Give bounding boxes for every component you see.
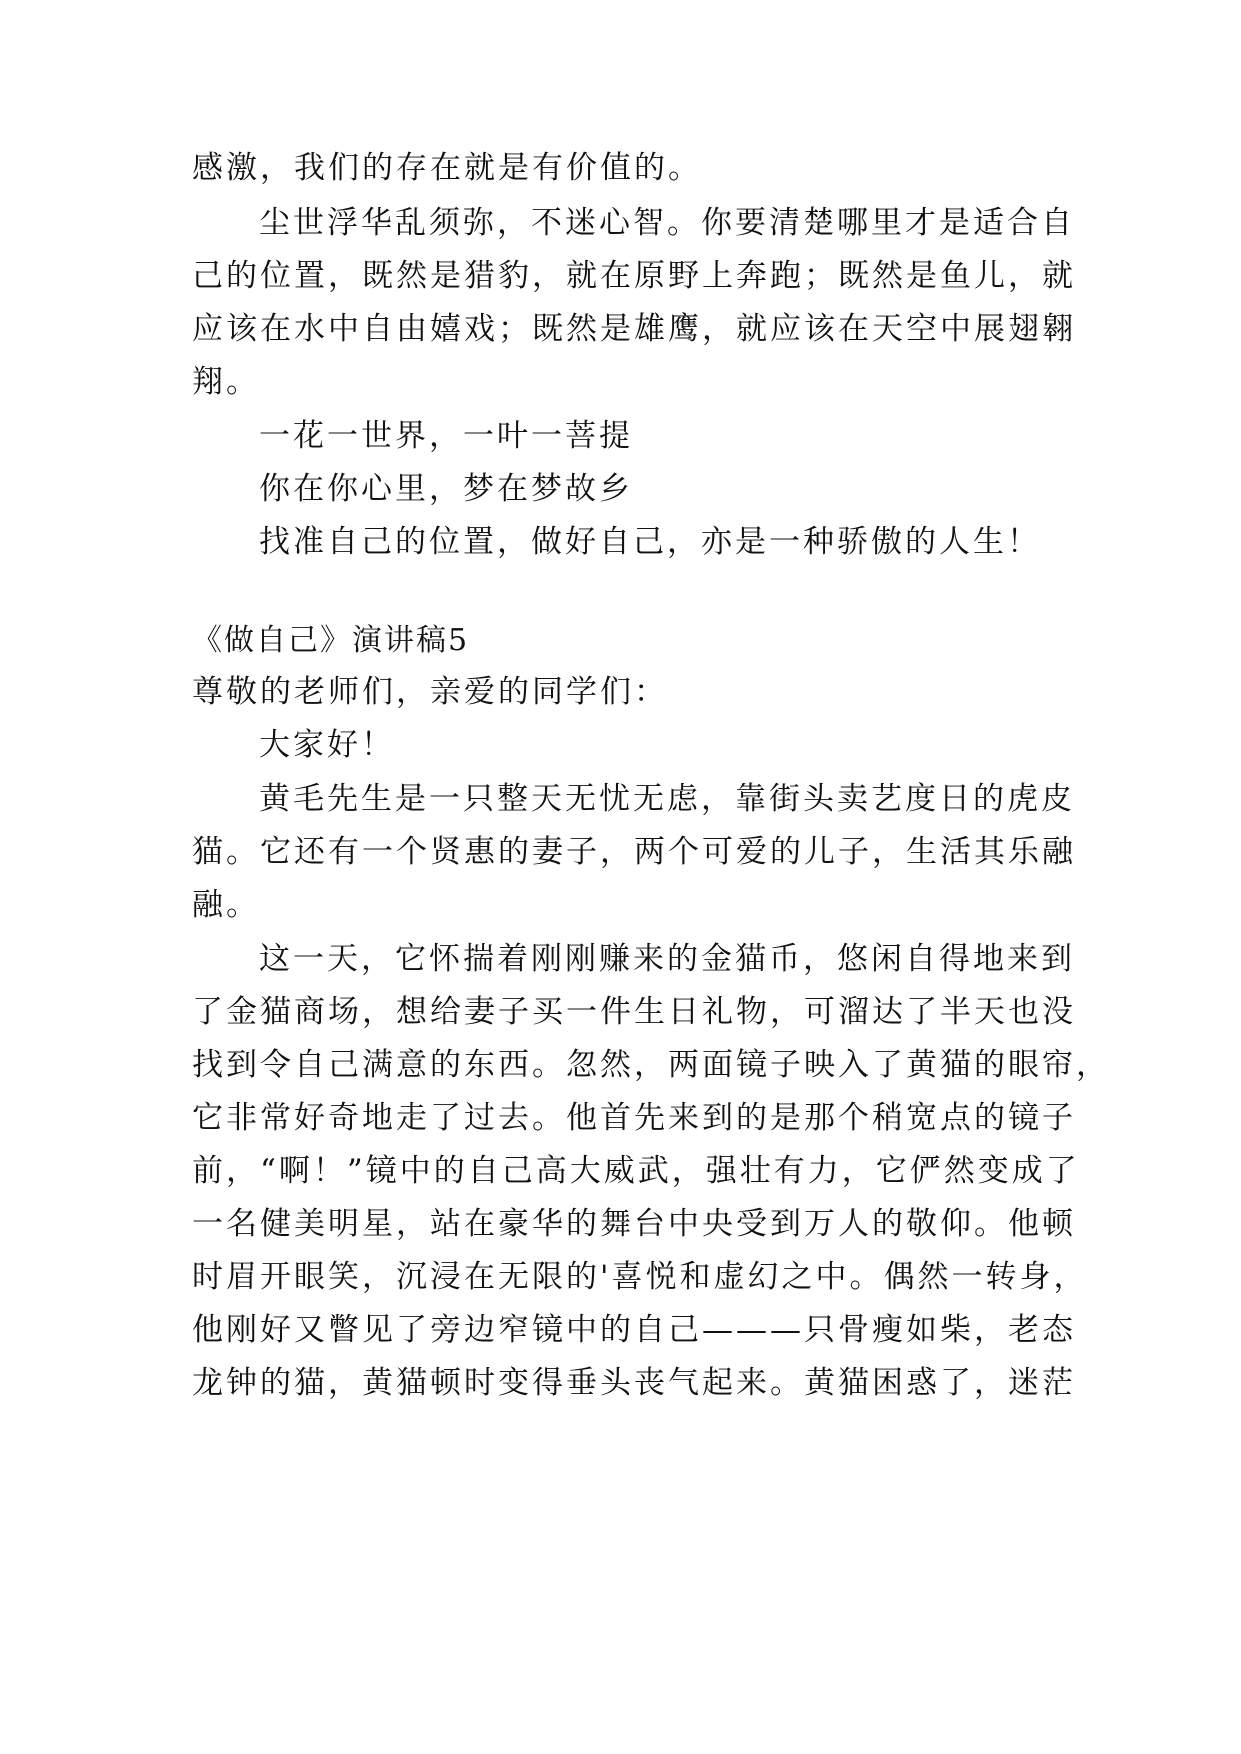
section-title: 《做自己》演讲稿5	[192, 623, 470, 658]
paragraph-line: 前，“啊！”镜中的自己高大威武，强壮有力，它俨然变成了	[192, 1153, 1080, 1189]
verse-line: 找准自己的位置，做好自己，亦是一种骄傲的人生！	[259, 524, 1041, 560]
paragraph-line: 他刚好又瞥见了旁边窄镜中的自己———只骨瘦如柴，老态	[192, 1312, 1076, 1348]
paragraph-line: 融。	[192, 887, 260, 923]
paragraph-line: 尘世浮华乱须弥，不迷心智。你要清楚哪里才是适合自	[259, 205, 1075, 241]
paragraph-line: 龙钟的猫，黄猫顿时变得垂头丧气起来。黄猫困惑了，迷茫	[192, 1365, 1076, 1401]
verse-line: 你在你心里，梦在梦故乡	[259, 471, 633, 507]
paragraph-line: 感激，我们的存在就是有价值的。	[192, 150, 702, 186]
paragraph-line: 黄毛先生是一只整天无忧无虑，靠街头卖艺度日的虎皮	[259, 781, 1075, 817]
salutation: 尊敬的老师们，亲爱的同学们：	[192, 674, 668, 710]
paragraph-line: 翔。	[192, 364, 260, 400]
paragraph-line: 它非常好奇地走了过去。他首先来到的是那个稍宽点的镜子	[192, 1100, 1076, 1136]
paragraph-line: 这一天，它怀揣着刚刚赚来的金猫币，悠闲自得地来到	[259, 941, 1075, 977]
greeting: 大家好！	[259, 727, 395, 763]
paragraph-line: 应该在水中自由嬉戏；既然是雄鹰，就应该在天空中展翅翱	[192, 311, 1076, 347]
verse-line: 一花一世界，一叶一菩提	[259, 418, 633, 454]
paragraph-line: 猫。它还有一个贤惠的妻子，两个可爱的儿子，生活其乐融	[192, 834, 1076, 870]
paragraph-line: 己的位置，既然是猎豹，就在原野上奔跑；既然是鱼儿，就	[192, 258, 1076, 294]
paragraph-line: 了金猫商场，想给妻子买一件生日礼物，可溜达了半天也没	[192, 994, 1076, 1030]
paragraph-line: 时眉开眼笑，沉浸在无限的'喜悦和虚幻之中。偶然一转身，	[192, 1259, 1088, 1295]
paragraph-line: 一名健美明星，站在豪华的舞台中央受到万人的敬仰。他顿	[192, 1206, 1076, 1242]
paragraph-line: 找到令自己满意的东西。忽然，两面镜子映入了黄猫的眼帘，	[192, 1047, 1110, 1083]
